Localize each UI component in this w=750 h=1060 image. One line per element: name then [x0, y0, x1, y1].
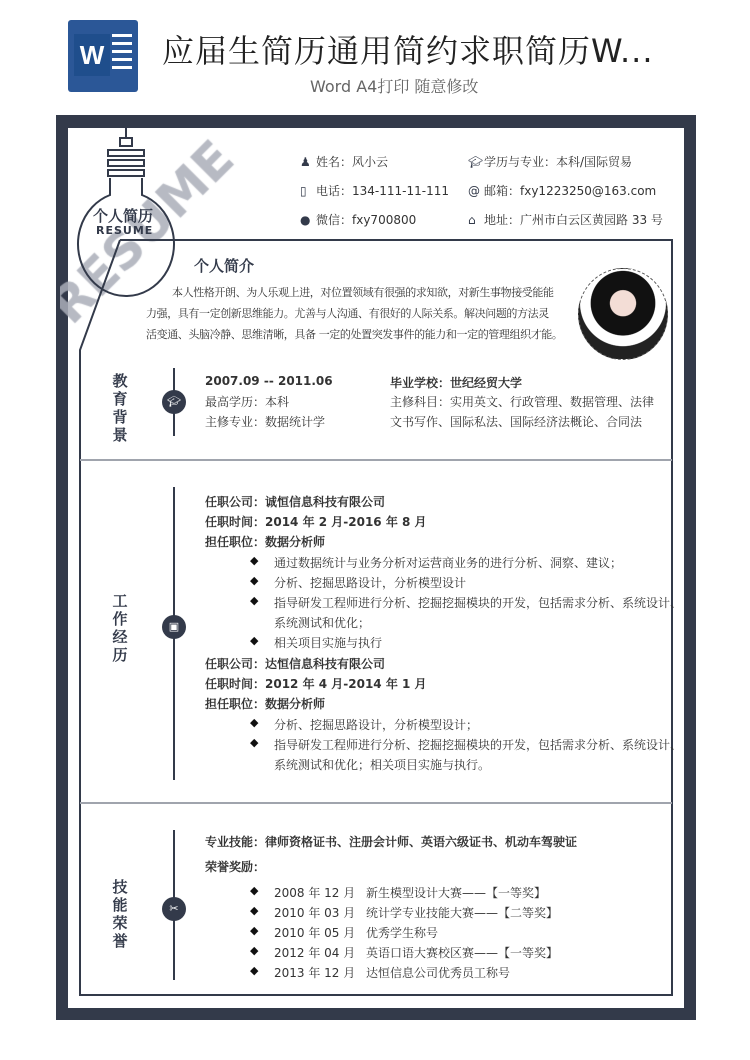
- intro-line: 活变通、头脑冷静、思维清晰，具备 一定的处置突发事件的能力和一定的管理组织才能。: [146, 328, 563, 341]
- chat-icon: ●: [300, 213, 311, 227]
- contact-wechat: ● 微信：fxy700800: [300, 213, 417, 227]
- honor-date: ◆ 2008 年 12 月: [274, 884, 355, 901]
- word-icon: W: [68, 20, 138, 92]
- job-time: 任职时间：2014 年 2 月-2016 年 8 月: [205, 515, 427, 529]
- graduation-cap-icon: 🎓︎: [468, 155, 484, 169]
- education-degree: 最高学历：本科: [205, 395, 290, 409]
- education-period: 2007.09 -- 2011.06: [205, 374, 333, 388]
- job-position: 担任职位：数据分析师: [205, 697, 326, 711]
- contact-phone: ▯ 电话：134-111-11-111: [300, 184, 449, 198]
- education-courses: 文书写作、国际私法、国际经济法概论、合同法: [390, 415, 643, 429]
- home-icon: ⌂: [468, 213, 476, 227]
- job-bullet: ◆ 分析、挖掘思路设计，分析模型设计；: [274, 716, 478, 733]
- briefcase-icon: ▣: [162, 615, 186, 639]
- honor-date: ◆ 2012 年 04 月: [274, 944, 355, 961]
- job-bullet: ◆ 分析、挖掘思路设计，分析模型设计: [274, 574, 466, 591]
- profile-photo: [578, 268, 668, 360]
- job-bullet-wrap: 系统测试和优化；相关项目实施与执行。: [274, 758, 491, 772]
- phone-icon: ▯: [300, 184, 307, 198]
- intro-title: 个人简介: [194, 257, 255, 275]
- job-bullet-wrap: 系统测试和优化；: [274, 616, 371, 630]
- tools-icon: ✂: [162, 897, 186, 921]
- user-icon: ♟: [300, 155, 311, 169]
- job-time: 任职时间：2012 年 4 月-2014 年 1 月: [205, 677, 427, 691]
- education-courses: 主修科目：实用英文、行政管理、数据管理、法律: [390, 395, 655, 409]
- badge-title: 个人简历: [93, 207, 154, 225]
- job-bullet: ◆ 指导研发工程师进行分析、挖掘挖掘模块的开发，包括需求分析、系统设计、: [274, 594, 682, 611]
- honor-date: ◆ 2010 年 05 月: [274, 924, 355, 941]
- at-icon: @: [468, 184, 480, 198]
- honor-name: 新生模型设计大赛——【一等奖】: [366, 886, 547, 900]
- skills-title: 技能荣誉: [112, 878, 128, 950]
- education-major: 主修专业：数据统计学: [205, 415, 326, 429]
- honor-name: 统计学专业技能大赛——【二等奖】: [366, 906, 559, 920]
- job-bullet: ◆ 相关项目实施与执行: [274, 634, 382, 651]
- intro-line: 本人性格开朗、为人乐观上进，对位置领域有很强的求知欲，对新生事物接受能能: [172, 286, 554, 299]
- honors-label: 荣誉奖励：: [205, 860, 266, 874]
- intro-line: 力强，具有一定创新思维能力。尤善与人沟通、有很好的人际关系。解决问题的方法灵: [146, 307, 549, 320]
- job-company: 任职公司：达恒信息科技有限公司: [205, 657, 386, 671]
- job-bullet: ◆ 指导研发工程师进行分析、挖掘挖掘模块的开发，包括需求分析、系统设计、: [274, 736, 682, 753]
- honor-date: ◆ 2013 年 12 月: [274, 964, 355, 981]
- contact-email: @ 邮箱：fxy1223250@163.com: [468, 184, 657, 198]
- work-title: 工作经历: [112, 592, 128, 664]
- honor-date: ◆ 2010 年 03 月: [274, 904, 355, 921]
- job-company: 任职公司：诚恒信息科技有限公司: [205, 495, 386, 509]
- education-title: 教育背景: [112, 372, 128, 444]
- honor-name: 优秀学生称号: [366, 926, 439, 940]
- contact-name: ♟ 姓名：风小云: [300, 155, 389, 169]
- contact-education: 🎓︎学历与专业：本科/国际贸易: [468, 155, 633, 169]
- contact-address: ⌂ 地址：广州市白云区黄园路 33 号: [468, 213, 663, 227]
- doc-subtitle: Word A4打印 随意修改: [310, 77, 479, 96]
- doc-title: 应届生简历通用简约求职简历W...: [162, 32, 654, 70]
- skills-list: 专业技能：律师资格证书、注册会计师、英语六级证书、机动车驾驶证: [205, 835, 578, 849]
- badge-subtitle: RESUME: [96, 224, 154, 237]
- honor-name: 达恒信息公司优秀员工称号: [366, 966, 511, 980]
- honor-name: 英语口语大赛校区赛——【一等奖】: [366, 946, 559, 960]
- job-position: 担任职位：数据分析师: [205, 535, 326, 549]
- education-school: 毕业学校：世纪经贸大学: [390, 376, 523, 390]
- job-bullet: ◆ 通过数据统计与业务分析对运营商业务的进行分析、洞察、建议；: [274, 554, 622, 571]
- graduation-cap-icon: 🎓︎: [162, 390, 186, 414]
